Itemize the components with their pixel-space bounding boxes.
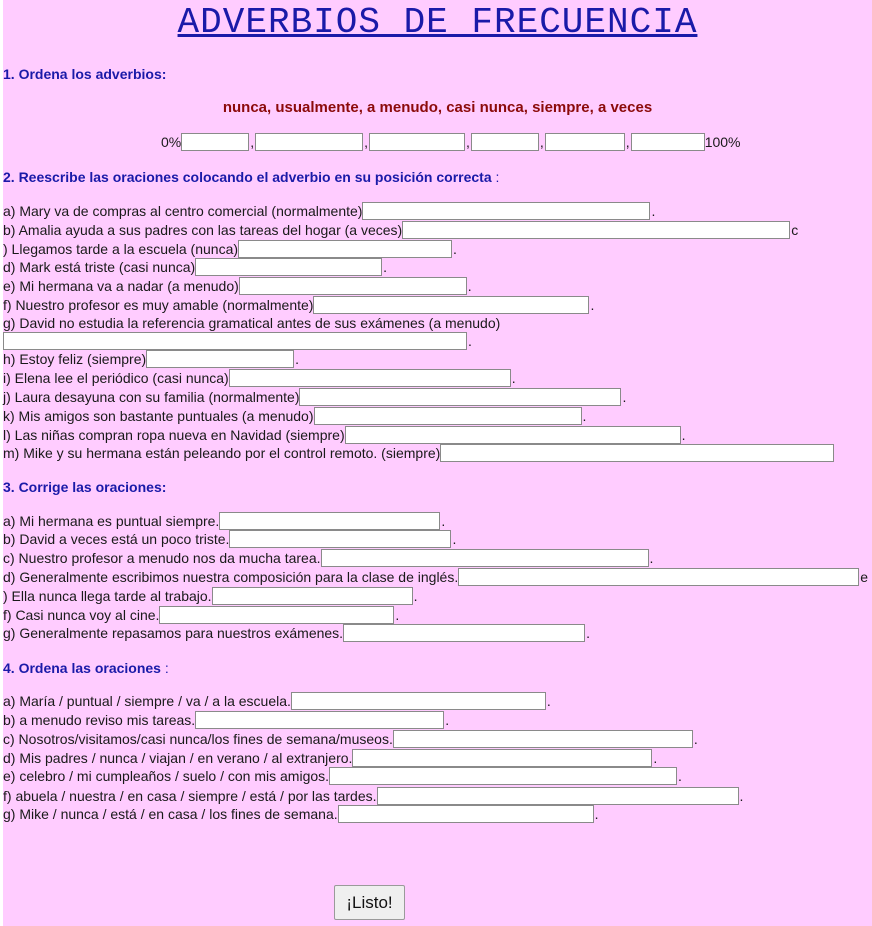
- order-item-b: [3, 711, 449, 729]
- rewrite-item-b: [3, 221, 798, 239]
- section-4-heading-suffix: :: [160, 660, 169, 676]
- order-prompt: e) celebro / mi cumpleaños / suelo / con mis amigos.: [3, 768, 330, 784]
- correct-answer-b[interactable]: [229, 530, 451, 548]
- rewrite-tail: .: [681, 427, 686, 443]
- order-prompt: d) Mis padres / nunca / viajan / en verano / al extranjero.: [3, 750, 353, 766]
- worksheet-page: [3, 0, 872, 926]
- rewrite-item-l: [3, 426, 686, 444]
- correct-prompt: f) Casi nunca voy al cine.: [3, 607, 160, 623]
- correct-item-b: [3, 530, 456, 548]
- rewrite-item-a: [3, 202, 655, 220]
- order-slot-2[interactable]: [255, 133, 363, 151]
- rewrite-tail: .: [590, 297, 595, 313]
- order-tail: .: [678, 768, 682, 784]
- rewrite-tail: .: [383, 259, 388, 275]
- rewrite-item-h: [3, 350, 299, 368]
- correct-item-e: [3, 587, 417, 605]
- rewrite-answer-k[interactable]: [314, 407, 582, 425]
- correct-answer-c[interactable]: [321, 549, 649, 567]
- scale-separator: ,: [364, 134, 369, 150]
- submit-button[interactable]: ¡Listo!: [334, 885, 405, 920]
- rewrite-item-g-answer-line: [3, 332, 472, 350]
- correct-prompt: ) Ella nunca llega tarde al trabajo.: [3, 588, 212, 604]
- rewrite-answer-f[interactable]: [313, 296, 589, 314]
- order-tail: .: [739, 788, 744, 804]
- scale-start-label: 0%: [161, 134, 182, 150]
- correct-tail: .: [413, 588, 418, 604]
- correct-answer-a[interactable]: [219, 512, 440, 530]
- order-answer-d[interactable]: [352, 749, 652, 767]
- correct-tail: .: [649, 550, 654, 566]
- rewrite-prompt: m) Mike y su hermana están peleando por el control remoto. (siempre): [3, 445, 441, 461]
- section-2-heading: [3, 169, 499, 185]
- correct-prompt: d) Generalmente escribimos nuestra composición para la clase de inglés.: [3, 569, 459, 585]
- order-tail: .: [594, 806, 599, 822]
- adverb-list: nunca, usualmente, a menudo, casi nunca, siempre, a veces: [222, 99, 653, 116]
- correct-answer-g[interactable]: [343, 624, 585, 642]
- correct-prompt: c) Nuestro profesor a menudo nos da mucha tarea.: [3, 550, 321, 566]
- rewrite-prompt: g) David no estudia la referencia gramatical antes de sus exámenes (a menudo): [3, 315, 501, 331]
- order-answer-b[interactable]: [195, 711, 444, 729]
- section-2-heading-suffix: :: [491, 169, 500, 185]
- rewrite-item-j: [3, 388, 626, 406]
- rewrite-prompt: e) Mi hermana va a nadar (a menudo): [3, 278, 239, 294]
- order-slot-1[interactable]: [181, 133, 249, 151]
- correct-tail: e: [860, 569, 869, 585]
- rewrite-prompt: h) Estoy feliz (siempre): [3, 351, 147, 367]
- correct-answer-d[interactable]: [458, 568, 859, 586]
- order-item-c: [3, 730, 698, 748]
- rewrite-tail: .: [453, 241, 457, 257]
- frequency-scale: [161, 132, 741, 152]
- correct-tail: .: [441, 513, 446, 529]
- rewrite-answer-j[interactable]: [299, 388, 621, 406]
- rewrite-answer-m[interactable]: [440, 444, 834, 462]
- order-tail: .: [445, 712, 450, 728]
- correct-prompt: b) David a veces está un poco triste.: [3, 531, 230, 547]
- order-slot-3[interactable]: [369, 133, 465, 151]
- scale-separator: ,: [625, 134, 630, 150]
- rewrite-prompt: l) Las niñas compran ropa nueva en Navidad (siempre): [3, 427, 345, 443]
- order-item-g: [3, 805, 599, 823]
- section-1-heading: 1. Ordena los adverbios:: [3, 66, 167, 82]
- order-answer-a[interactable]: [291, 692, 546, 710]
- page-title: ADVERBIOS DE FRECUENCIA: [177, 2, 698, 43]
- rewrite-item-f: [3, 296, 594, 314]
- order-answer-c[interactable]: [393, 730, 693, 748]
- rewrite-prompt: i) Elena lee el periódico (casi nunca): [3, 370, 229, 386]
- rewrite-item-c: [3, 240, 457, 258]
- rewrite-item-k: [3, 407, 586, 425]
- rewrite-tail: .: [651, 203, 656, 219]
- rewrite-answer-l[interactable]: [345, 426, 681, 444]
- correct-prompt: a) Mi hermana es puntual siempre.: [3, 513, 220, 529]
- order-answer-e[interactable]: [329, 767, 677, 785]
- rewrite-tail: .: [295, 351, 300, 367]
- order-prompt: c) Nosotros/visitamos/casi nunca/los fines de semana/museos.: [3, 731, 393, 747]
- section-3-heading: 3. Corrige las oraciones:: [3, 479, 167, 495]
- rewrite-answer-a[interactable]: [362, 202, 650, 220]
- correct-item-d: [3, 568, 868, 586]
- correct-answer-e[interactable]: [212, 587, 413, 605]
- order-prompt: g) Mike / nunca / está / en casa / los fines de semana.: [3, 806, 338, 822]
- rewrite-item-d: [3, 258, 387, 276]
- order-item-d: [3, 749, 657, 767]
- rewrite-answer-g[interactable]: [3, 332, 467, 350]
- rewrite-answer-b[interactable]: [402, 221, 790, 239]
- scale-end-label: 100%: [704, 134, 741, 150]
- correct-item-g: [3, 624, 590, 642]
- order-item-a: [3, 692, 551, 710]
- rewrite-prompt: d) Mark está triste (casi nunca): [3, 259, 196, 275]
- order-tail: .: [546, 693, 551, 709]
- order-answer-g[interactable]: [338, 805, 594, 823]
- rewrite-answer-d[interactable]: [195, 258, 382, 276]
- rewrite-answer-h[interactable]: [146, 350, 294, 368]
- rewrite-item-g: [3, 314, 500, 332]
- rewrite-prompt: k) Mis amigos son bastante puntuales (a menudo): [3, 408, 314, 424]
- section-4-heading-text: 4. Ordena las oraciones: [3, 660, 161, 676]
- section-4-heading: [3, 660, 169, 676]
- scale-separator: ,: [466, 134, 470, 150]
- order-prompt: a) María / puntual / siempre / va / a la escuela.: [3, 693, 291, 709]
- rewrite-answer-e[interactable]: [239, 277, 467, 295]
- rewrite-item-m: [3, 444, 835, 462]
- rewrite-item-i: [3, 369, 516, 387]
- scale-separator: ,: [539, 134, 544, 150]
- correct-tail: .: [586, 625, 590, 641]
- rewrite-prompt: a) Mary va de compras al centro comercial (normalmente): [3, 203, 363, 219]
- order-tail: .: [653, 750, 658, 766]
- rewrite-tail: .: [468, 333, 472, 349]
- rewrite-tail: c: [791, 222, 799, 238]
- correct-item-c: [3, 549, 653, 567]
- correct-tail: .: [395, 607, 400, 623]
- rewrite-prompt: ) Llegamos tarde a la escuela (nunca): [3, 241, 239, 257]
- scale-separator: ,: [250, 134, 255, 150]
- order-tail: .: [693, 731, 698, 747]
- order-answer-f[interactable]: [377, 787, 739, 805]
- order-slot-5[interactable]: [545, 133, 625, 151]
- rewrite-prompt: j) Laura desayuna con su familia (normalmente): [3, 389, 300, 405]
- order-item-f: [3, 787, 743, 805]
- rewrite-item-e: [3, 277, 472, 295]
- order-item-e: [3, 767, 682, 785]
- section-2-heading-text: 2. Reescribe las oraciones colocando el adverbio en su posición correcta: [3, 169, 492, 185]
- rewrite-tail: .: [582, 408, 587, 424]
- rewrite-answer-i[interactable]: [229, 369, 511, 387]
- correct-item-f: [3, 606, 399, 624]
- order-prompt: b) a menudo reviso mis tareas.: [3, 712, 196, 728]
- rewrite-prompt: f) Nuestro profesor es muy amable (normalmente): [3, 297, 314, 313]
- rewrite-answer-c[interactable]: [238, 240, 452, 258]
- correct-tail: .: [452, 531, 457, 547]
- rewrite-tail: .: [622, 389, 627, 405]
- order-slot-4[interactable]: [471, 133, 539, 151]
- correct-answer-f[interactable]: [159, 606, 394, 624]
- order-slot-6[interactable]: [631, 133, 705, 151]
- rewrite-tail: .: [511, 370, 516, 386]
- correct-prompt: g) Generalmente repasamos para nuestros exámenes.: [3, 625, 344, 641]
- rewrite-tail: .: [467, 278, 472, 294]
- order-prompt: f) abuela / nuestra / en casa / siempre / está / por las tardes.: [3, 788, 377, 804]
- correct-item-a: [3, 512, 445, 530]
- rewrite-prompt: b) Amalia ayuda a sus padres con las tareas del hogar (a veces): [3, 222, 403, 238]
